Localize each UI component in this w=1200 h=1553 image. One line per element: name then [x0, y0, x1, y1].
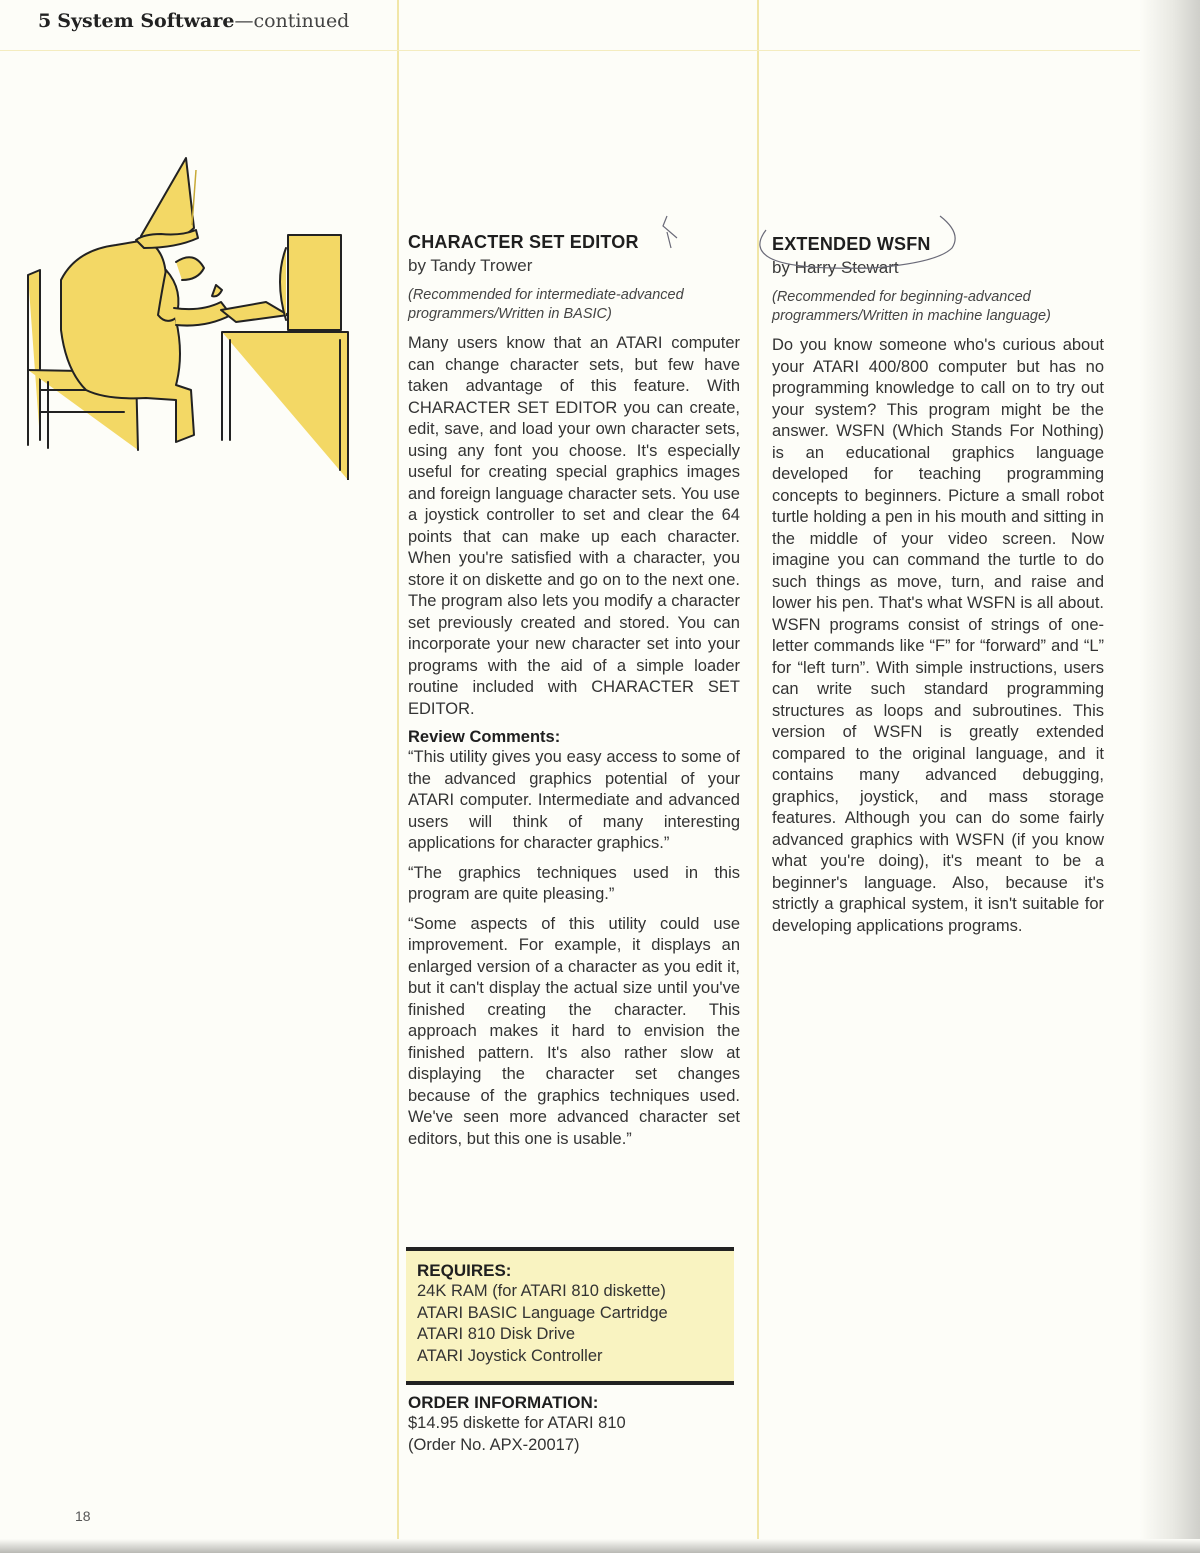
- article-title: CHARACTER SET EDITOR: [408, 232, 639, 252]
- column-guide-line: [397, 0, 399, 1553]
- order-number: (Order No. APX-20017): [408, 1435, 580, 1454]
- article-byline: by Harry Stewart: [772, 258, 899, 277]
- page-number: 18: [75, 1508, 91, 1524]
- pencil-circle-annotation: [752, 208, 964, 290]
- article-recommendation: (Recommended for beginning-advanced programmers/Written in machine language): [772, 289, 1051, 324]
- review-quote: “This utility gives you easy access to some of the advanced graphics potential of your ATARI computer. Intermediate and advanced users will think of many interesting applications for character graphics.”: [408, 748, 740, 852]
- article-byline: by Tandy Trower: [408, 256, 533, 275]
- page-bottom-edge: [0, 1539, 1200, 1553]
- review-quote: “The graphics techniques used in this program are quite pleasing.”: [408, 863, 740, 903]
- requires-item: ATARI Joystick Controller: [417, 1346, 603, 1365]
- header-guide-line: [0, 50, 1140, 51]
- wizard-at-computer-illustration: [26, 150, 366, 480]
- article-character-set-editor: [408, 232, 740, 1150]
- requires-item: ATARI 810 Disk Drive: [417, 1325, 576, 1343]
- article-extended-wsfn: [772, 234, 1104, 937]
- continued-label: —continued: [234, 10, 350, 32]
- article-title: EXTENDED WSFN: [772, 234, 931, 254]
- requires-item: 24K RAM (for ATARI 810 diskette): [417, 1282, 666, 1300]
- requires-box: [406, 1247, 734, 1385]
- section-title: System Software: [57, 10, 235, 32]
- section-number: 5: [38, 10, 52, 32]
- requires-item: ATARI BASIC Language Cartridge: [417, 1303, 668, 1322]
- running-header: [38, 10, 349, 32]
- review-quote: “Some aspects of this utility could use improvement. For example, it displays an enlarged version of a character as you edit it, but it can't display the actual size until you've finished creating the character. This approach makes it hard to envision the finished pattern. It's also rather slow at displaying the character set changes because of the graphics techniques used. We've seen more advanced character set editors, but this one is usable.”: [408, 914, 740, 1148]
- article-body: Many users know that an ATARI computer can change character sets, but few have taken advantage of this feature. With CHARACTER SET EDITOR you can create, edit, save, and load your own character sets, using any font you choose. It's especially useful for creating special graphics images and foreign language character sets. You use a joystick controller to set and clear the 64 points that can make up each character. When you're satisfied with a character, you store it on diskette and go on to the next one. The program also lets you modify a character set previously created and stored. You can incorporate your new character set into your programs with the aid of a simple loader routine included with CHARACTER SET EDITOR.: [408, 334, 740, 718]
- order-price: $14.95 diskette for ATARI 810: [408, 1414, 626, 1432]
- review-comments-heading: Review Comments:: [408, 728, 561, 746]
- order-heading: ORDER INFORMATION:: [408, 1393, 599, 1412]
- article-recommendation: (Recommended for intermediate-advanced programmers/Written in BASIC): [408, 287, 684, 322]
- article-body: Do you know someone who's curious about your ATARI 400/800 computer but has no programming knowledge to call on to try out your system? This program might be the answer. WSFN (Which Stands For Nothing) is an educational graphics language developed for teaching programming concepts to beginners. Picture a small robot turtle holding a pen in his mouth and sitting in the middle of your video screen. Now imagine you can command the turtle to do such things as move, turn, and raise and lower his pen. That's what WSFN is all about. WSFN programs consist of strings of one-letter commands like “F” for “forward” and “L” for “left turn”. With simple instructions, users can write such standard programming structures as loops and subroutines. This version of WSFN is greatly extended compared to the original language, and it contains many advanced debugging, graphics, joystick, and mass storage features. Although you can do some fairly advanced graphics with WSFN (if you know what you're doing), it's meant to be a beginner's language. Also, because it's strictly a graphical system, it isn't suitable for developing applications programs.: [772, 336, 1104, 935]
- order-information: [408, 1393, 738, 1456]
- page-gutter-shadow: [1140, 0, 1200, 1553]
- pencil-tick-annotation: [653, 210, 683, 250]
- requires-heading: REQUIRES:: [417, 1261, 512, 1280]
